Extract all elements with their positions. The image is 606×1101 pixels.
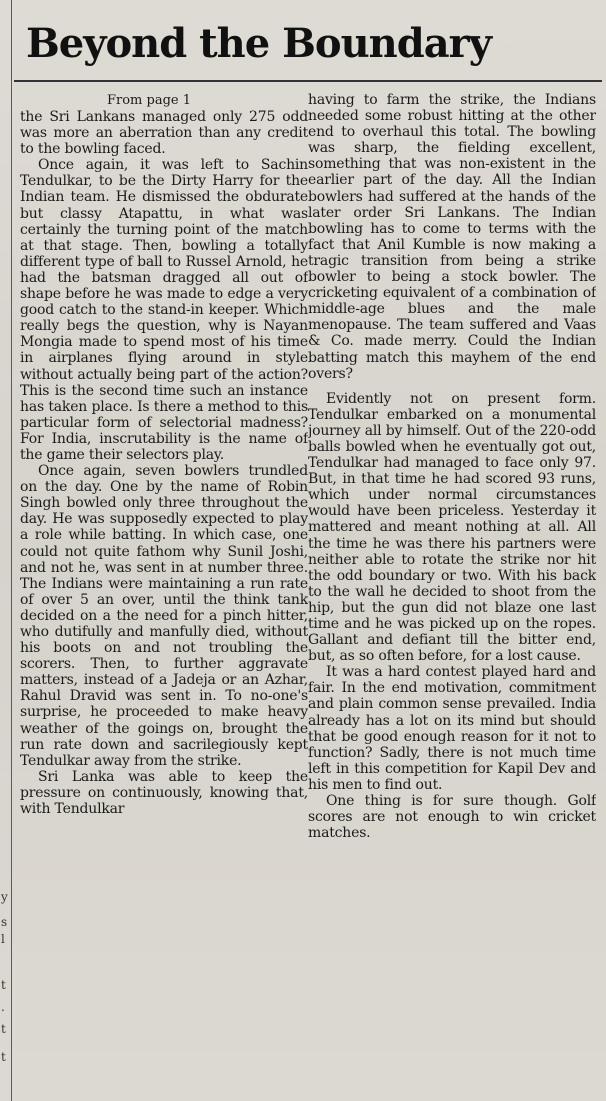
fragment: . — [1, 1000, 5, 1014]
fragment: l — [1, 932, 5, 946]
paragraph: Evidently not on present form. Tendulkar embarked on a monumental journey all by himself. Out of the 220-odd balls bowled when he eventually got out, Tendulkar had managed to face only 97. But, in that time he had scored 93 runs, which under normal circumstances would have been priceless. Yesterday it mattered and meant nothing at all. All the time he was there his partners were neither able to rotate the strike nor hit the odd boundary or two. With his back to the wall he decided to shoot from the hip, but the gun did not blaze one last time and he was picked up on the ropes. Gallant and defiant till the bitter end, but, as so often before, for a lost cause. — [308, 390, 596, 665]
fragment: t — [1, 1050, 6, 1064]
fragment: y — [1, 890, 8, 904]
left-column — [20, 92, 308, 1092]
paragraph: It was a hard contest played hard and fair. In the end motivation, commitment and plain common sense prevailed. India already has a lot on its mind but should that be good enough reason for it not to function? Sadly, there is not much time left in this competition for Kapil Dev and his men to find out. — [308, 664, 596, 793]
paragraph: the Sri Lankans managed only 275 odd was more an aberration than any credit to the bowling faced. — [20, 109, 308, 158]
paragraph: Sri Lanka was able to keep the pressure on continuously, knowing that, with Tendulkar — [20, 768, 308, 818]
jump-line: From page 1 — [106, 93, 191, 108]
paragraph: One thing is for sure though. Golf scores are not enough to win cricket matches. — [308, 793, 596, 842]
headline: Beyond the Boundary — [26, 20, 491, 67]
fragment: s — [1, 915, 8, 929]
fragment: t — [1, 978, 6, 992]
paragraph: Once again, seven bowlers trundled on the day. One by the name of Robin Singh bowled only three throughout the day. He was supposedly expected to play a role while batting. In which case, one could not quite fathom why Sunil Joshi, and not he, was sent in at number three. The Indians were maintaining a run rate of over 5 an over, until the think tank decided on a the need for a pinch hitter, who dutifully and manfully died, without his boots on and not troubling the scorers. Then, to further aggravate matters, instead of a Jadeja or an Azhar, Rahul Dravid was sent in. To no-one's surprise, he proceeded to make heavy weather of the goings on, brought the run rate down and sacrilegiously kept Tendulkar away from the strike. — [20, 463, 308, 769]
right-column — [308, 92, 596, 1092]
column-rule — [11, 0, 12, 1101]
paragraph: having to farm the strike, the Indians needed some robust hitting at the other end to overhaul this total. The bowling was sharp, the fielding excellent, something that was non-existent in the earlier part of the day. All the Indian bowlers had suffered at the hands of the later order Sri Lankans. The Indian bowling has to come to terms with the fact that Anil Kumble is now making a tragic transition from being a strike bowler to being a stock bowler. The cricketing equivalent of a combination of middle-age blues and the male menopause. The team suffered and Vaas & Co. made merry. Could the Indian batting match this mayhem of the end overs? — [308, 92, 596, 382]
paragraph: Once again, it was left to Sachin Tendulkar, to be the Dirty Harry for the Indian team. He dismissed the obdurate but classy Atapattu, in what was certainly the turning point of the match at that stage. Then, bowling a totally different type of ball to Russel Arnold, he had the batsman dragged all out of shape before he was made to edge a very good catch to the stand-in keeper. Which really begs the question, why is Nayan Mongia made to spend most of his time in airplanes flying around in style without actually being part of the action? This is the second time such an instance has taken place. Is there a method to this particular form of selectorial madness? For India, inscrutability is the name of the game their selectors play. — [20, 157, 308, 463]
fragment: t — [1, 1022, 6, 1036]
headline-rule — [14, 80, 602, 82]
adjacent-column-fragments — [0, 760, 10, 1090]
